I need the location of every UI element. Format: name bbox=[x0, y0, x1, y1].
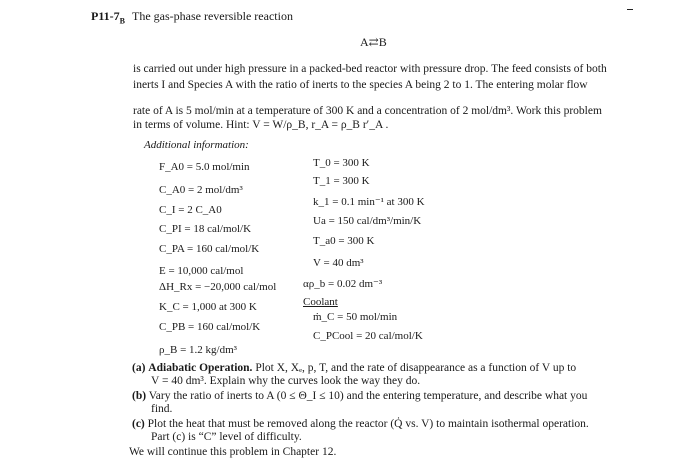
task-label: (a) bbox=[132, 362, 146, 374]
task-label: (b) bbox=[132, 390, 147, 402]
additional-info-header: Additional information: bbox=[144, 139, 249, 151]
right-item: V = 40 dm³ bbox=[313, 257, 364, 269]
problem-level: B bbox=[119, 16, 126, 26]
task-c-line-2: Part (c) is “C” level of difficulty. bbox=[151, 431, 302, 443]
paragraph-line-3: rate of A is 5 mol/min at a temperature of 300 K and a concentration of 2 mol/dm³. Work this problem bbox=[133, 105, 602, 117]
task-label: (c) bbox=[132, 418, 145, 430]
paragraph-line-2: inerts I and Species A with the ratio of inerts to the species A being 2 to 1. The entering molar flow bbox=[133, 79, 588, 91]
left-item: ρ_B = 1.2 kg/dm³ bbox=[159, 344, 237, 356]
left-item: C_PB = 160 cal/mol/K bbox=[159, 321, 261, 333]
right-item: Ua = 150 cal/dm³/min/K bbox=[313, 215, 422, 227]
task-a-title: Adiabatic Operation. bbox=[148, 362, 253, 374]
right-item: T_a0 = 300 K bbox=[313, 235, 375, 247]
left-item: C_A0 = 2 mol/dm³ bbox=[159, 184, 243, 196]
left-item: C_PA = 160 cal/mol/K bbox=[159, 243, 260, 255]
problem-title bbox=[91, 10, 293, 25]
coolant-heading: Coolant bbox=[303, 296, 338, 308]
left-item: C_I = 2 C_A0 bbox=[159, 204, 222, 216]
right-item: ṁ_C = 50 mol/min bbox=[313, 311, 398, 323]
task-a-line-1: Plot X, Xₑ, p, T, and the rate of disappearance as a function of V up to bbox=[252, 362, 577, 374]
right-item: k_1 = 0.1 min⁻¹ at 300 K bbox=[313, 196, 425, 208]
left-item: E = 10,000 cal/mol bbox=[159, 265, 244, 277]
right-item: C_PCool = 20 cal/mol/K bbox=[313, 330, 423, 342]
task-b-line-2: find. bbox=[151, 403, 173, 415]
problem-number: P11-7 bbox=[91, 9, 120, 23]
paragraph-line-4: in terms of volume. Hint: V = W/ρ_B, r_A = ρ_B r′_A . bbox=[133, 119, 389, 131]
corner-mark bbox=[627, 9, 633, 10]
left-item: F_A0 = 5.0 mol/min bbox=[159, 161, 250, 173]
left-item: K_C = 1,000 at 300 K bbox=[159, 301, 257, 313]
left-item: ΔH_Rx = −20,000 cal/mol bbox=[159, 281, 277, 293]
task-b bbox=[132, 391, 587, 403]
task-c bbox=[132, 419, 589, 431]
task-a bbox=[132, 363, 576, 375]
right-item: T_1 = 300 K bbox=[313, 175, 370, 187]
task-c-line-1: Plot the heat that must be removed along the reactor (Q̇ vs. V) to maintain isothermal operation. bbox=[147, 418, 589, 430]
problem-lead-in: The gas-phase reversible reaction bbox=[132, 9, 293, 23]
paragraph-line-1: is carried out under high pressure in a packed-bed reactor with pressure drop. The feed consists of both bbox=[133, 63, 607, 75]
right-item: T_0 = 300 K bbox=[313, 157, 370, 169]
left-item: C_PI = 18 cal/mol/K bbox=[159, 223, 252, 235]
right-item: αρ_b = 0.02 dm⁻³ bbox=[303, 278, 383, 290]
reaction-equation: A⇄B bbox=[360, 35, 387, 49]
task-b-line-1: Vary the ratio of inerts to A (0 ≤ Θ_I ≤ 10) and the entering temperature, and describe what you bbox=[148, 390, 588, 402]
closing-note: We will continue this problem in Chapter 12. bbox=[129, 446, 337, 458]
task-a-line-2: V = 40 dm³. Explain why the curves look the way they do. bbox=[151, 375, 421, 387]
